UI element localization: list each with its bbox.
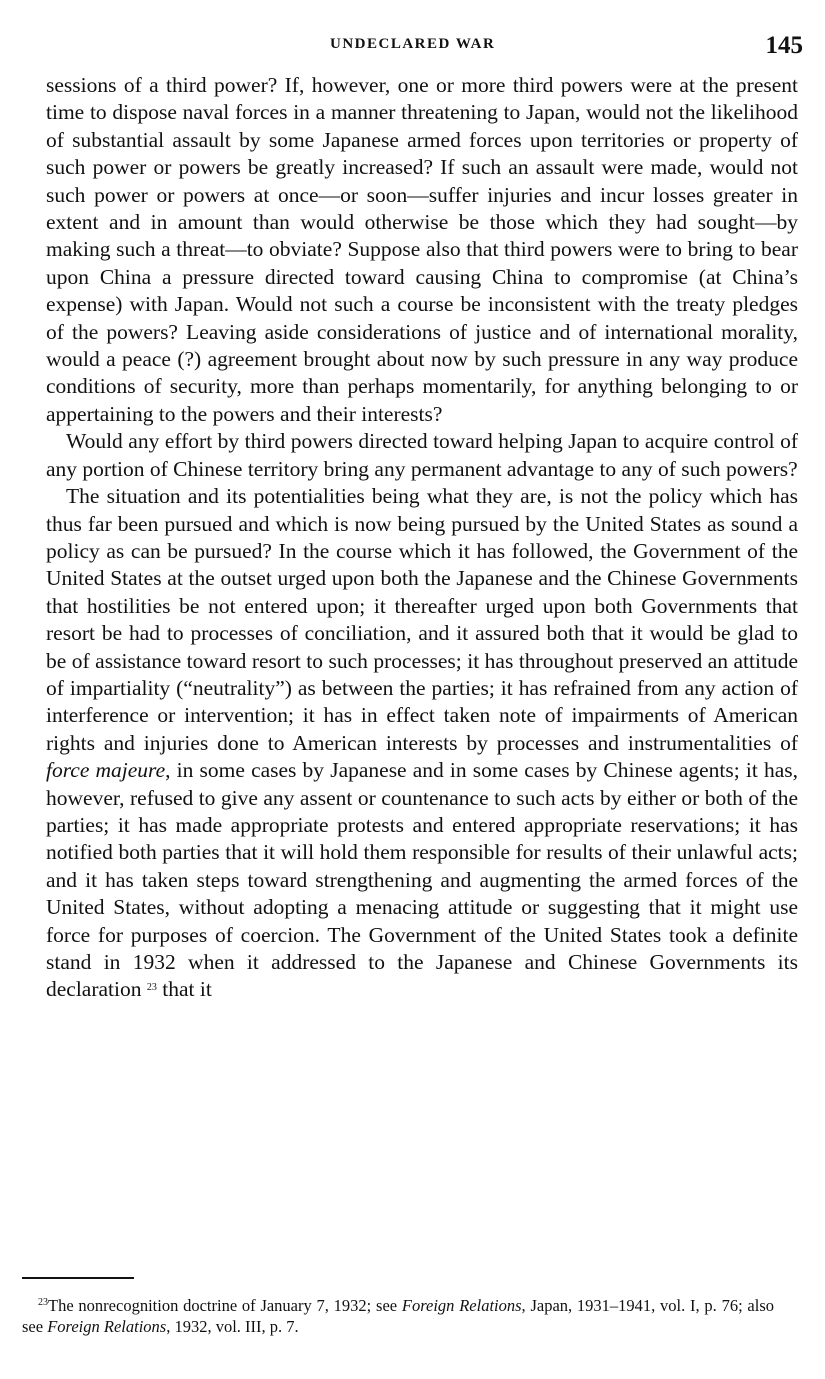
footnote-divider (22, 1277, 134, 1279)
footnote-23 (22, 1292, 774, 1337)
footnote-italic-b: Foreign Relations (47, 1317, 167, 1336)
body-text (46, 72, 798, 1004)
paragraph-2: Would any effort by third powers directed toward helping Japan to acquire control of any portion of Chinese territory bring any permanent advantage to any of such powers? (46, 429, 798, 481)
footnote-italic-a: Foreign Relations (401, 1296, 522, 1315)
paragraph-3 (46, 483, 798, 1004)
paragraph-3-italic: force majeure (46, 758, 166, 783)
paragraph-3-text-c: that it (156, 977, 212, 1002)
page-number: 145 (765, 32, 803, 59)
paragraph-1: sessions of a third power? If, however, one or more third powers were at the present time to dispose naval forces in a manner threatening to Japan, would not the likelihood of substantial assault by some Japanese armed forces upon territories or property of such power or powers be greatly increased? If such an assault were made, would not such power or powers at once—or soon—suffer injuries and incur losses greater in extent and in amount than would otherwise be those which they had sought—by making such a threat—to obviate? Suppose also that third powers were to bring to bear upon China a pressure directed toward causing China to compromise (at China’s expense) with Japan. Would not such a course be inconsistent with the treaty pledges of the powers? Leaving aside considerations of justice and of international morality, would a peace (?) agreement brought about now by such pressure in any way produce conditions of security, more than perhaps momentarily, for anything belonging to or appertaining to the powers and their interests? (46, 73, 798, 426)
paragraph-3-text-a: The situation and its potentialities being what they are, is not the policy which has thus far been pursued and which is now being pursued by the United States as sound a policy as can be pursued? In the course which it has followed, the Government of the United States at the outset urged upon both the Japanese and the Chinese Governments that hostilities be not entered upon; it thereafter urged upon both Governments that resort be had to processes of conciliation, and it assured both that it would be glad to be of assistance toward resort to such processes; it has throughout preserved an attitude of impartiality (“neutrality”) as between the parties; it has refrained from any action of interference or intervention; it has in effect taken note of impairments of American rights and injuries done to American interests by processes and instrumentalities of (46, 484, 798, 755)
footnote-marker: 23 (38, 1297, 48, 1308)
footnote-text-b: , Japan, 1931–1941, vol. I, p. 76; also see (22, 1296, 775, 1336)
footnote-text-a: The nonrecognition doctrine of January 7, 1932; see (48, 1296, 398, 1315)
page-header (0, 34, 825, 66)
footnote-reference-23: 23 (146, 982, 157, 994)
paragraph-3-text-b: , in some cases by Japanese and in some cases by Chinese agents; it has, however, refused to give any assent or countenance to such acts by either or both of the parties; it has made appropriate protests and entered appropriate reservations; it has notified both parties that it will hold them responsible for results of their unlawful acts; and it has taken steps toward strengthening and augmenting the armed forces of the United States, without adopting a menacing attitude or suggesting that it might use force for purposes of coercion. The Government of the United States took a definite stand in 1932 when it addressed to the Japanese and Chinese Governments its declaration (46, 758, 798, 1002)
running-head: UNDECLARED WAR (330, 36, 496, 52)
footnote-text-c: , 1932, vol. III, p. 7. (166, 1317, 299, 1336)
